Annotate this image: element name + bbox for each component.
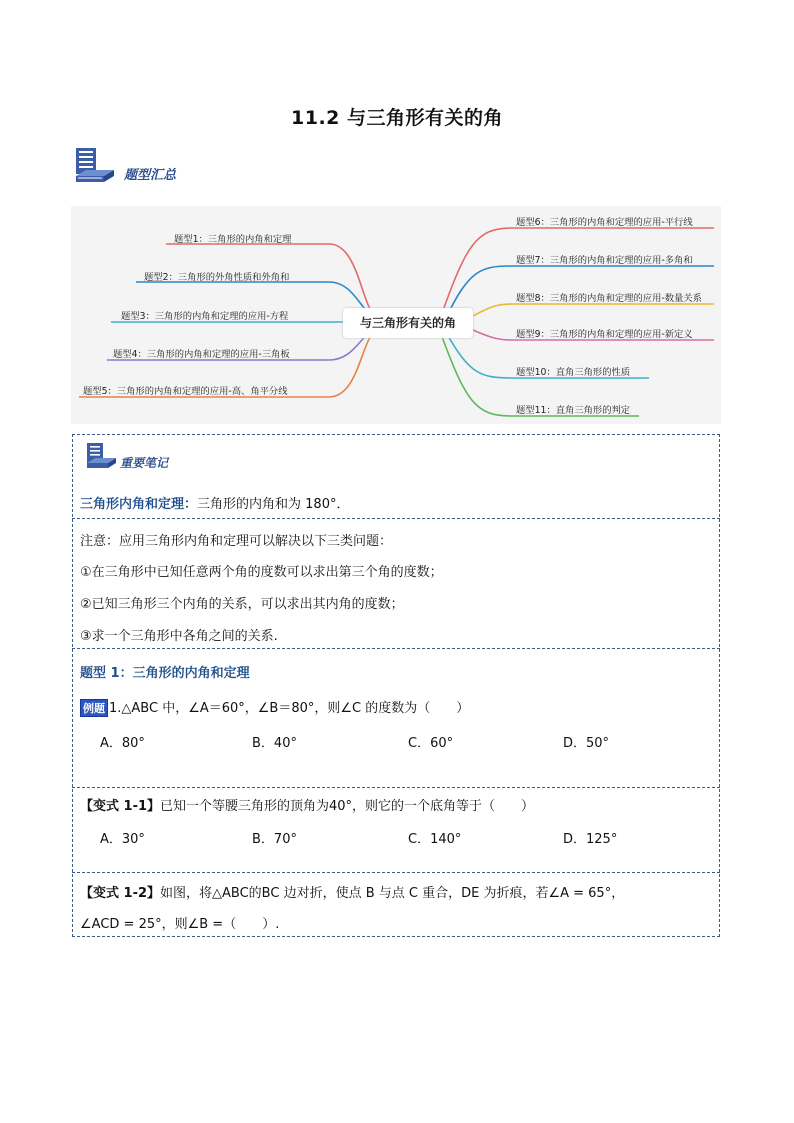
option-d: D．50° bbox=[563, 736, 610, 751]
mind-map-center: 与三角形有关的角 bbox=[343, 308, 473, 338]
example-question bbox=[80, 697, 469, 717]
variant-1-2-text: 如图，将△ABC的BC 边对折，使点 B 与点 C 重合，DE 为折痕，若∠A = 65°， bbox=[160, 886, 625, 901]
option-d: D．125° bbox=[563, 832, 618, 847]
mind-map-node: 题型6：三角形的内角和定理的应用-平行线 bbox=[516, 217, 693, 228]
mind-map-node: 题型5：三角形的内角和定理的应用-高、角平分线 bbox=[83, 386, 288, 397]
divider bbox=[72, 518, 720, 519]
mind-map-node: 题型3：三角形的内角和定理的应用-方程 bbox=[121, 311, 289, 322]
type-1-heading: 题型 1：三角形的内角和定理 bbox=[80, 666, 250, 681]
note-line: ①在三角形中已知任意两个角的度数可以求出第三个角的度数； bbox=[80, 565, 443, 580]
option-c: C．60° bbox=[408, 736, 454, 751]
variant-1-1-question bbox=[80, 795, 534, 814]
divider bbox=[72, 872, 720, 873]
variant-1-2-question bbox=[80, 882, 624, 901]
option-a: A．80° bbox=[100, 736, 145, 751]
mind-map-node: 题型9：三角形的内角和定理的应用-新定义 bbox=[516, 329, 693, 340]
mind-map bbox=[71, 206, 721, 424]
option-a: A．30° bbox=[100, 832, 145, 847]
note-line: ②已知三角形三个内角的关系，可以求出其内角的度数； bbox=[80, 597, 404, 612]
theorem-title: 三角形内角和定理： bbox=[80, 497, 198, 512]
variant-1-2-tag: 【变式 1-2】 bbox=[80, 886, 161, 901]
option-b: B．40° bbox=[252, 736, 297, 751]
example-badge: 例题 bbox=[80, 699, 108, 717]
example-text: 1.△ABC 中，∠A＝60°，∠B＝80°，则∠C 的度数为（ ） bbox=[109, 701, 470, 716]
book-stack-icon bbox=[74, 146, 120, 186]
mind-map-node: 题型8：三角形的内角和定理的应用-数量关系 bbox=[516, 293, 702, 304]
section-header bbox=[74, 146, 274, 186]
notes-label: 重要笔记 bbox=[120, 456, 169, 470]
divider bbox=[72, 787, 720, 788]
mind-map-node: 题型4：三角形的内角和定理的应用-三角板 bbox=[113, 349, 290, 360]
note-line: 注意：应用三角形内角和定理可以解决以下三类问题： bbox=[80, 534, 393, 549]
variant-1-1-tag: 【变式 1-1】 bbox=[80, 799, 161, 814]
notes-header bbox=[86, 442, 286, 472]
notebook-icon bbox=[86, 442, 118, 470]
mind-map-node: 题型7：三角形的内角和定理的应用-多角和 bbox=[516, 255, 693, 266]
mind-map-node: 题型10：直角三角形的性质 bbox=[516, 367, 631, 378]
mind-map-node: 题型11：直角三角形的判定 bbox=[516, 405, 631, 416]
option-b: B．70° bbox=[252, 832, 297, 847]
theorem-text: 三角形的内角和为 180°． bbox=[197, 497, 350, 512]
page-title: 11.2 与三角形有关的角 bbox=[291, 107, 503, 129]
section-label: 题型汇总 bbox=[124, 168, 177, 183]
variant-1-1-text: 已知一个等腰三角形的顶角为40°，则它的一个底角等于（ ） bbox=[160, 799, 535, 814]
theorem-line bbox=[80, 493, 349, 512]
note-line: ③求一个三角形中各角之间的关系. bbox=[80, 629, 278, 644]
mind-map-node: 题型1：三角形的内角和定理 bbox=[174, 234, 292, 245]
mind-map-node: 题型2：三角形的外角性质和外角和 bbox=[144, 272, 290, 283]
variant-1-2-line-2: ∠ACD = 25°，则∠B =（ ）. bbox=[80, 917, 280, 932]
divider bbox=[72, 648, 720, 649]
option-c: C．140° bbox=[408, 832, 462, 847]
